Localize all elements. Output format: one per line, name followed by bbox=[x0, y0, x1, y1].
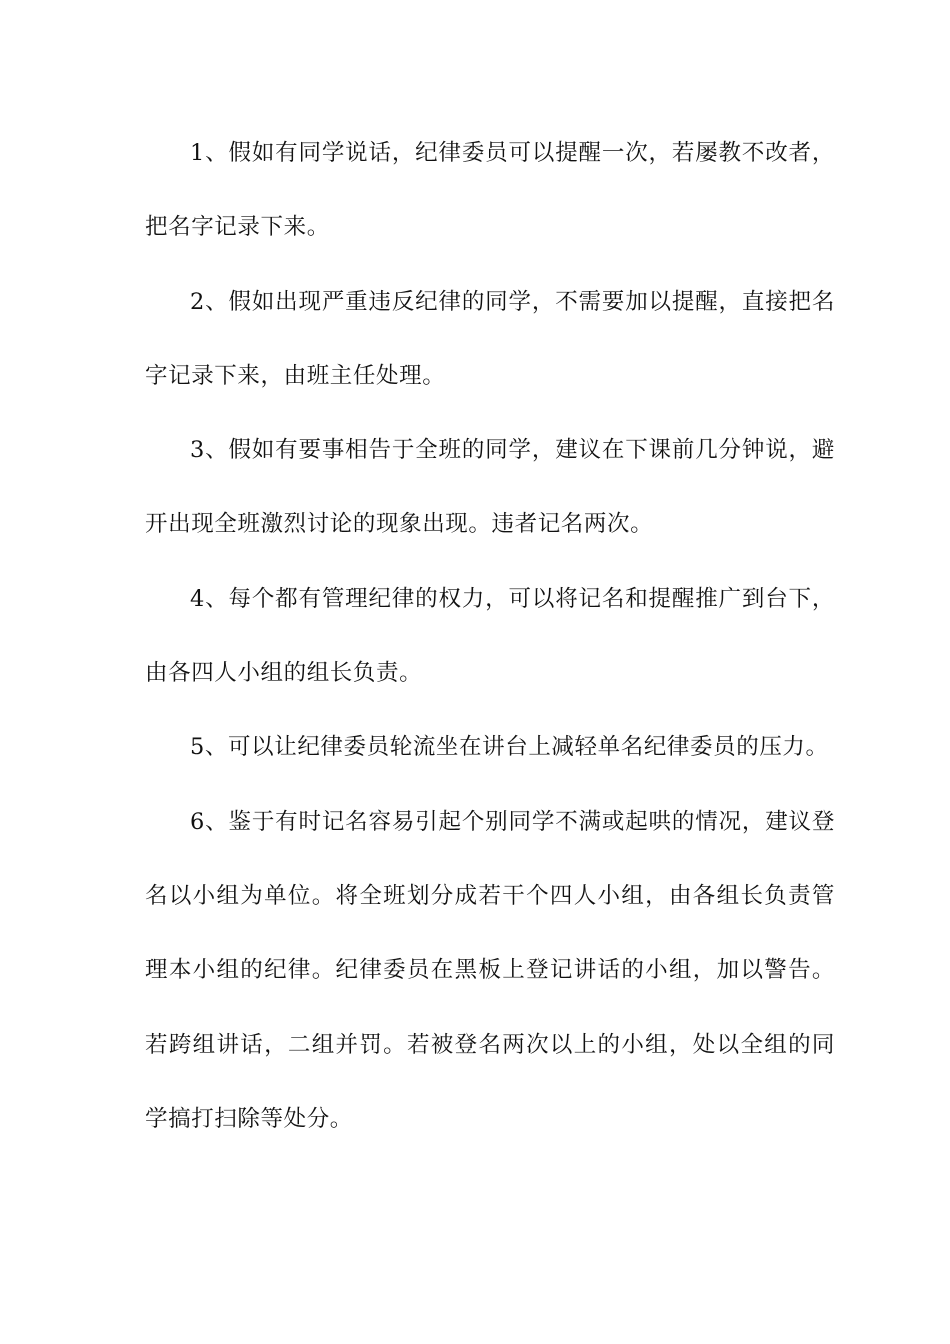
rule-paragraph-3: 3、假如有要事相告于全班的同学，建议在下课前几分钟说，避开出现全班激烈讨论的现象出现。违者记名两次。 bbox=[145, 437, 835, 538]
document-body bbox=[145, 116, 835, 1156]
rule-paragraph-1: 1、假如有同学说话，纪律委员可以提醒一次，若屡教不改者，把名字记录下来。 bbox=[145, 140, 835, 241]
rule-paragraph-2: 2、假如出现严重违反纪律的同学，不需要加以提醒，直接把名字记录下来，由班主任处理。 bbox=[145, 288, 835, 389]
rule-paragraph-4: 4、每个都有管理纪律的权力，可以将记名和提醒推广到台下，由各四人小组的组长负责。 bbox=[145, 585, 835, 687]
rule-paragraph-6: 6、鉴于有时记名容易引起个别同学不满或起哄的情况，建议登名以小组为单位。将全班划分成若干个四人小组，由各组长负责管理本小组的纪律。纪律委员在黑板上登记讲话的小组，加以警告。若跨组讲话，二组并罚。若被登名两次以上的小组，处以全组的同学搞打扫除等处分。 bbox=[145, 808, 835, 1132]
rule-paragraph-5: 5、可以让纪律委员轮流坐在讲台上减轻单名纪律委员的压力。 bbox=[190, 734, 829, 761]
